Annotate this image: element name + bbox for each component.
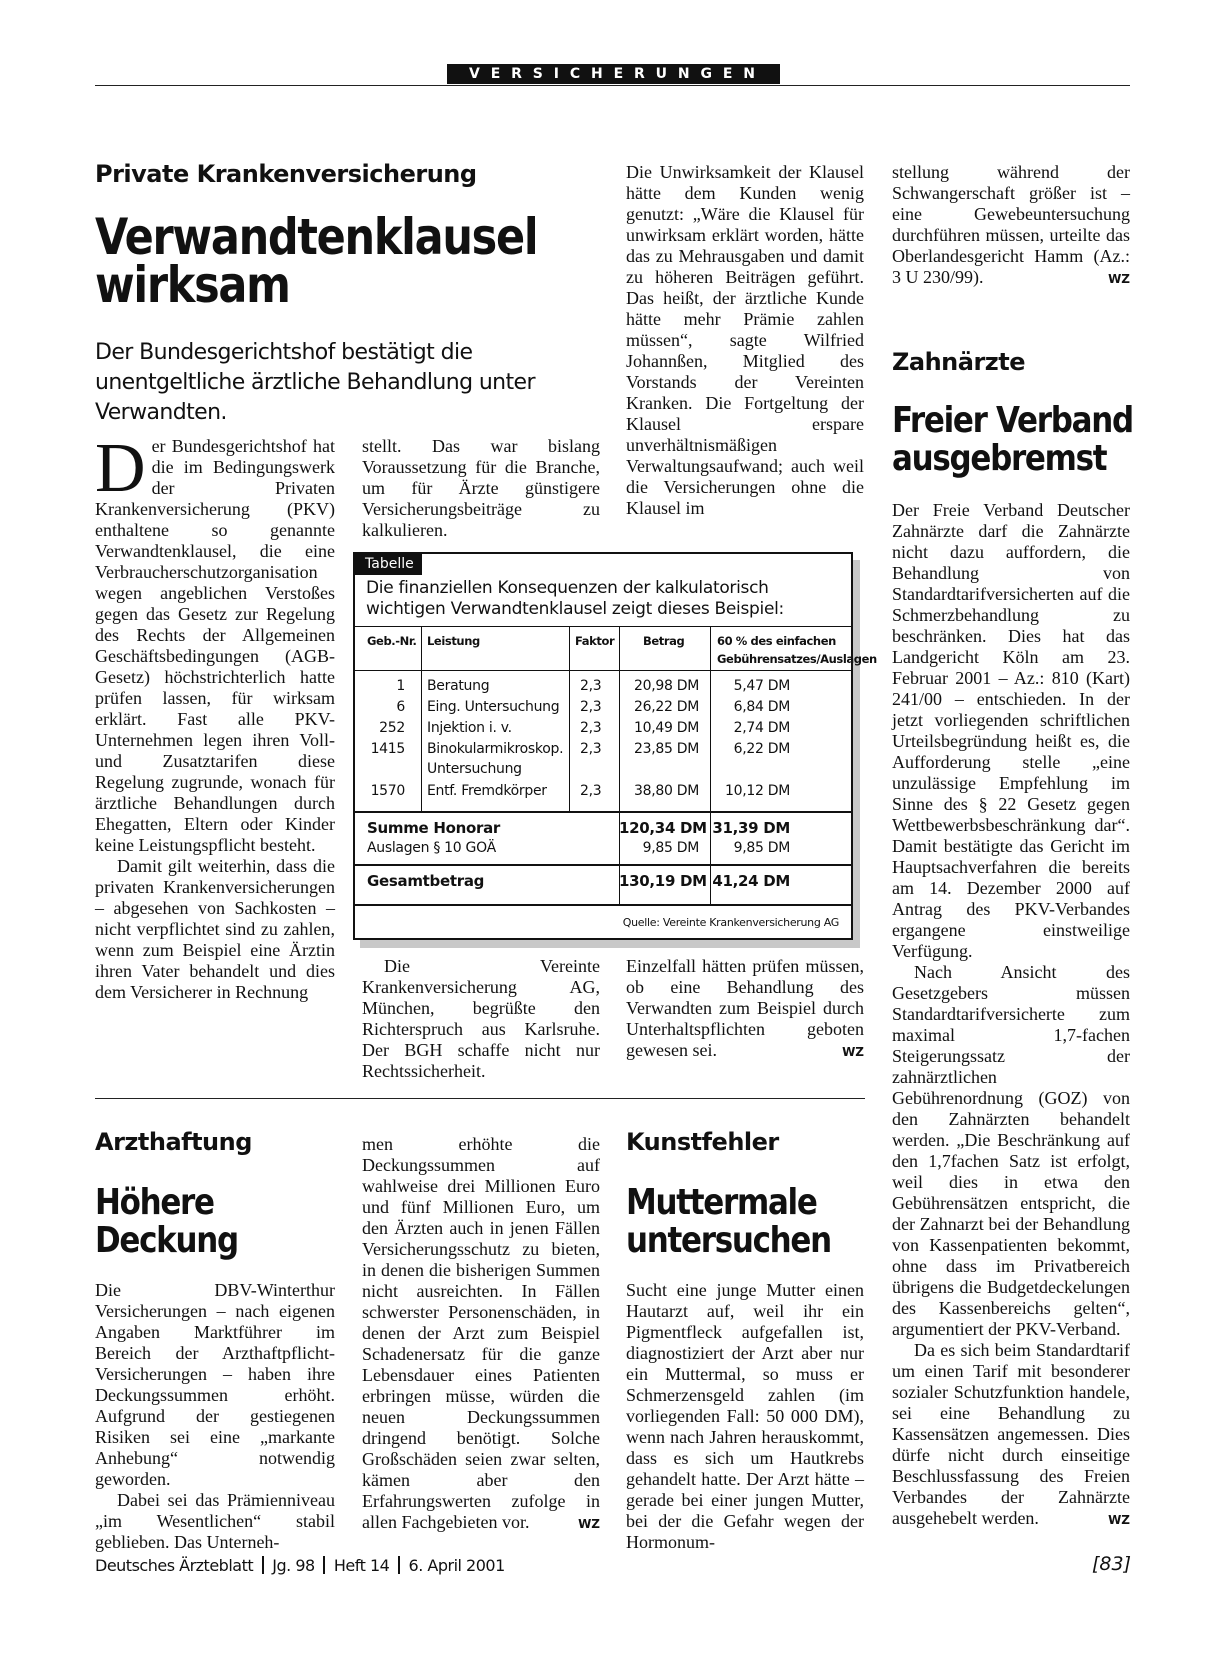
footer-heft: Heft 14 xyxy=(333,1556,390,1575)
article2-headline xyxy=(892,402,1132,478)
table-row-3-leistung: Injektion i. v. xyxy=(427,720,512,736)
table-auslagen-satz: 9,85 DM xyxy=(733,840,790,856)
table-source: Quelle: Vereinte Krankenversicherung AG xyxy=(622,916,839,929)
table-row-1-betrag: 20,98 DM xyxy=(634,678,699,694)
table-row-5-geb: 1570 xyxy=(370,783,405,799)
section-divider xyxy=(95,1098,865,1099)
article1-kicker: Private Krankenversicherung xyxy=(95,160,477,188)
table-total-top-rule xyxy=(355,864,851,866)
table-total-satz: 41,24 DM xyxy=(712,872,790,890)
table-sum-label: Summe Honorar xyxy=(367,819,500,837)
article3-kicker: Arzthaftung xyxy=(95,1128,252,1156)
article3-col1 xyxy=(95,1280,335,1553)
article3-p2: Dabei sei das Prämienniveau „im Wesentlichen“ stabil geblieben. Das Unterneh- xyxy=(95,1490,335,1552)
table-row-1-geb: 1 xyxy=(396,678,405,694)
table-auslagen-betrag: 9,85 DM xyxy=(642,840,699,856)
article1-col1-p2: Damit gilt weiterhin, dass die privaten Krankenversicherungen – abgesehen von Sachkosten – nicht verpflichtet sind zu zahlen, wenn zum Beispiel eine Ärztin ihren Vater behandelt und dies dem Versicherer in Rechnung xyxy=(95,856,335,1002)
table-row-5-satz: 10,12 DM xyxy=(725,783,790,799)
section-label: V E R S I C H E R U N G E N xyxy=(447,64,780,84)
th-geb-nr: Geb.-Nr. xyxy=(367,634,417,648)
table-header-top-rule xyxy=(355,626,851,627)
article2-headline-line2: ausgebremst xyxy=(892,438,1107,479)
article2-body xyxy=(892,500,1130,1529)
table-sum-betrag: 120,34 DM xyxy=(619,819,707,837)
table-row-5-betrag: 38,80 DM xyxy=(634,783,699,799)
data-table xyxy=(353,552,877,940)
table-row-2-leistung: Eing. Untersuchung xyxy=(427,699,560,715)
th-satz-line1: 60 % des einfachen xyxy=(717,634,836,648)
article4-kicker: Kunstfehler xyxy=(626,1128,779,1156)
footer-journal: Deutsches Ärzteblatt xyxy=(95,1556,254,1575)
article1-col3-top: Die Unwirksamkeit der Klausel hätte dem Kunden wenig genutzt: „Wäre die Klausel für unwirksam erklärt worden, hätte das zu Mehrausgaben und damit zu höheren Beiträgen geführt. Das heißt, der ärztliche Kunde hätte mehr Prämie zahlen müssen“, sagte Wilfried Johannßen, Mitglied des Vorstands der Vereinten Kranken. Die Fortgeltung der Klausel erspare unverhältnismäßigen Verwaltungsaufwand; auch weil die Versicherungen ohne die Klausel im xyxy=(626,162,864,518)
article1-subhead: Der Bundesgerichtshof bestätigt die unentgeltliche ärztliche Behandlung unter Verwandten. xyxy=(95,340,535,425)
header-rule xyxy=(95,85,1130,86)
table-row-3-geb: 252 xyxy=(379,720,405,736)
article1-col4-text: stellung während der Schwangerschaft größer ist – eine Gewebeuntersuchung durchführen müssen, urteilte das Oberlandesgericht Hamm (Az.: 3 U 230/99). xyxy=(892,162,1130,287)
article1-headline-line1: Verwandtenklausel xyxy=(95,208,538,266)
article1-col2-top: stellt. Das war bislang Voraussetzung für die Branche, um für Ärzte günstigere Versicherungsbeiträge zu kalkulieren. xyxy=(362,436,600,540)
table-row-3-satz: 2,74 DM xyxy=(733,720,790,736)
table-total-betrag: 130,19 DM xyxy=(619,872,707,890)
article3-signature: WZ xyxy=(578,1517,600,1531)
table-row-5-faktor: 2,3 xyxy=(580,783,602,799)
article1-signature: WZ xyxy=(842,1045,864,1059)
article4-p1: Sucht eine junge Mutter einen Hautarzt auf, weil ihr ein Pigmentfleck aufgefallen ist, diagnostiziert der Arzt aber nur ein Muttermal, so muss er Schmerzensgeld zahlen (im vorliegenden Fall: 50 000 DM), wenn nach Jahren herauskommt, dass es sich um Hautkrebs gehandelt hatte. Der Arzt hätte – gerade bei einer jungen Mutter, bei der die Gefahr wegen der Hormonum- xyxy=(626,1280,864,1552)
table-header-bottom-rule xyxy=(355,670,851,671)
th-faktor: Faktor xyxy=(575,634,615,648)
table-row-1-satz: 5,47 DM xyxy=(733,678,790,694)
footer xyxy=(95,1556,505,1575)
th-leistung: Leistung xyxy=(427,634,480,648)
table-row-1-faktor: 2,3 xyxy=(580,678,602,694)
article3-p1: Die DBV-Winterthur Versicherungen – nach eigenen Angaben Marktführer im Bereich der Arzthaftpflicht-Versicherungen – haben ihre Deckungssummen erhöht. Aufgrund der gestiegenen Risiken sei eine „markante Anhebung“ notwendig geworden. xyxy=(95,1280,335,1489)
article1-headline xyxy=(95,208,615,314)
article3-headline-line1: Höhere xyxy=(95,1182,214,1223)
article3-col2-text: men erhöhte die Deckungssummen auf wahlweise drei Millionen Euro und fünf Millionen Euro, um den Ärzten auch in jenen Fällen Versicherungsschutz zu bieten, in denen die bisherigen Summen nicht ausreichten. In Fällen schwerster Personenschäden, in denen der Arzt zum Beispiel Schadenersatz für die ganze Lebensdauer eines Patienten erbringen müsse, würden die neuen Deckungssummen dringend benötigt. Solche Großschäden seien zwar selten, kämen aber den Erfahrungswerten zufolge in allen Fachgebieten vor. xyxy=(362,1134,600,1532)
article2-p2: Nach Ansicht des Gesetzgebers müssen Standardtarifversicherte zum maximal 1,7-fachen Steigerungssatz der zahnärztlichen Gebührenordnung (GOZ) von den Zahnärzten behandelt werden. „Die Beschränkung auf den 1,7fachen Satz ist erfolgt, weil dies in etwa den Gebührensätzen entspricht, die der Zahnarzt bei der Behandlung von Kassenpatienten bekommt, ohne dass im Privatbereich übrigens die Budgetdeckelungen des Kassenbereichs gelten“, argumentiert der PKV-Verband. xyxy=(892,962,1130,1339)
table-sum-satz: 31,39 DM xyxy=(712,819,790,837)
table-row-1-leistung: Beratung xyxy=(427,678,490,694)
table-total-label: Gesamtbetrag xyxy=(367,872,485,890)
table-col-rule-1 xyxy=(421,626,422,812)
article3-col2 xyxy=(362,1134,600,1533)
table-row-4-betrag: 23,85 DM xyxy=(634,741,699,757)
table-row-4-geb: 1415 xyxy=(370,741,405,757)
table-sum-top-rule xyxy=(355,811,851,813)
th-betrag: Betrag xyxy=(643,634,685,648)
footer-separator-1 xyxy=(262,1556,264,1574)
footer-separator-3 xyxy=(398,1556,400,1574)
article3-headline-line2: Deckung xyxy=(95,1220,238,1261)
article2-kicker: Zahnärzte xyxy=(892,348,1026,376)
th-satz-line2: Gebührensatzes/Auslagen xyxy=(717,652,877,666)
article1-dropcap: D xyxy=(95,430,146,507)
footer-date: 6. April 2001 xyxy=(408,1556,505,1575)
table-tag: Tabelle xyxy=(355,554,422,575)
table-row-2-satz: 6,84 DM xyxy=(733,699,790,715)
table-row-2-betrag: 26,22 DM xyxy=(634,699,699,715)
table-row-3-betrag: 10,49 DM xyxy=(634,720,699,736)
article1-col1 xyxy=(95,430,335,1003)
article3-headline xyxy=(95,1184,335,1260)
footer-jg: Jg. 98 xyxy=(272,1556,315,1575)
article1-col1-p1: er Bundesgerichtshof hat die im Bedingungswerk der Privaten Krankenversicherung (PKV) enthaltene so genannte Verwandtenklausel, die eine Verbraucherschutzorganisation wegen angeblichen Verstoßes gegen das Gesetz zur Regelung des Rechts der Allgemeinen Geschäftsbedingungen (AGB-Gesetz) höchstrichterlich hatte prüfen lassen, für wirksam erklärt. Fast alle PKV-Unternehmen legen ihren Voll- und Zusatztarifen diese Regelung zugrunde, wonach für ärztliche Behandlungen durch Ehegatten, Eltern oder Kinder keine Leistungspflicht besteht. xyxy=(95,436,335,855)
article2-signature: WZ xyxy=(1108,1513,1130,1527)
table-row-2-faktor: 2,3 xyxy=(580,699,602,715)
article1-signature-col4: WZ xyxy=(1108,272,1130,286)
article4-headline-line1: Muttermale xyxy=(626,1182,817,1223)
table-row-4-faktor: 2,3 xyxy=(580,741,602,757)
article2-p3: Da es sich beim Standardtarif um einen Tarif mit besonderer sozialer Schutzfunktion handele, sei eine Behandlung zu Kassensätzen angemessen. Dies dürfe nicht durch einseitige Beschlussfassung des Freien Verbandes der Zahnärzte ausgehebelt werden. xyxy=(892,1340,1130,1528)
table-auslagen-label: Auslagen § 10 GOÄ xyxy=(367,840,496,856)
table-row-4-leistung: Binokularmikroskop. xyxy=(427,741,564,757)
article1-col3-bottom-text: Einzelfall hätten prüfen müssen, ob eine Behandlung des Verwandten zum Beispiel durch Unterhaltspflichten geboten gewesen sei. xyxy=(626,956,864,1060)
table-total-bottom-rule xyxy=(355,904,851,906)
table-row-4-satz: 6,22 DM xyxy=(733,741,790,757)
article4-headline-line2: untersuchen xyxy=(626,1220,831,1261)
table-row-2-geb: 6 xyxy=(396,699,405,715)
table-row-4-leistung2: Untersuchung xyxy=(427,761,522,777)
article1-col2-bottom: Die Vereinte Krankenversicherung AG, München, begrüßte den Richterspruch aus Karlsruhe. Der BGH schaffe nicht nur Rechtssicherheit. xyxy=(362,956,600,1081)
table-row-3-faktor: 2,3 xyxy=(580,720,602,736)
article1-col3-bottom xyxy=(626,956,864,1061)
article1-headline-line2: wirksam xyxy=(95,256,290,314)
table-col-rule-2 xyxy=(569,626,570,812)
footer-separator-2 xyxy=(323,1556,325,1574)
article4-headline xyxy=(626,1184,866,1260)
table-caption: Die finanziellen Konsequenzen der kalkulatorisch wichtigen Verwandtenklausel zeigt dieses Beispiel: xyxy=(366,578,784,619)
table-row-5-leistung: Entf. Fremdkörper xyxy=(427,783,547,799)
article2-p1: Der Freie Verband Deutscher Zahnärzte darf die Zahnärzte nicht dazu auffordern, die Behandlung von Standardtarifversicherten auf die Schmerzbehandlung zu beschränken. Dies hat das Landgericht Köln am 23. Februar 2001 – Az.: 810 (Kart) 241/00 – entschieden. In der jetzt vorliegenden schriftlichen Urteilsbegründung heißt es, die Aufforderung stelle „eine unzulässige Empfehlung im Sinne des § 22 Gesetz gegen Wettbewerbsbeschränkung dar“. Damit bestätigte das Gericht im Hauptsachverfahren die bereits am 14. Dezember 2000 auf Antrag des PKV-Verbandes ergangene einstweilige Verfügung. xyxy=(892,500,1130,961)
article1-col4-top xyxy=(892,162,1130,288)
page-number: [83] xyxy=(1092,1553,1132,1575)
article2-headline-line1: Freier Verband xyxy=(892,400,1133,441)
